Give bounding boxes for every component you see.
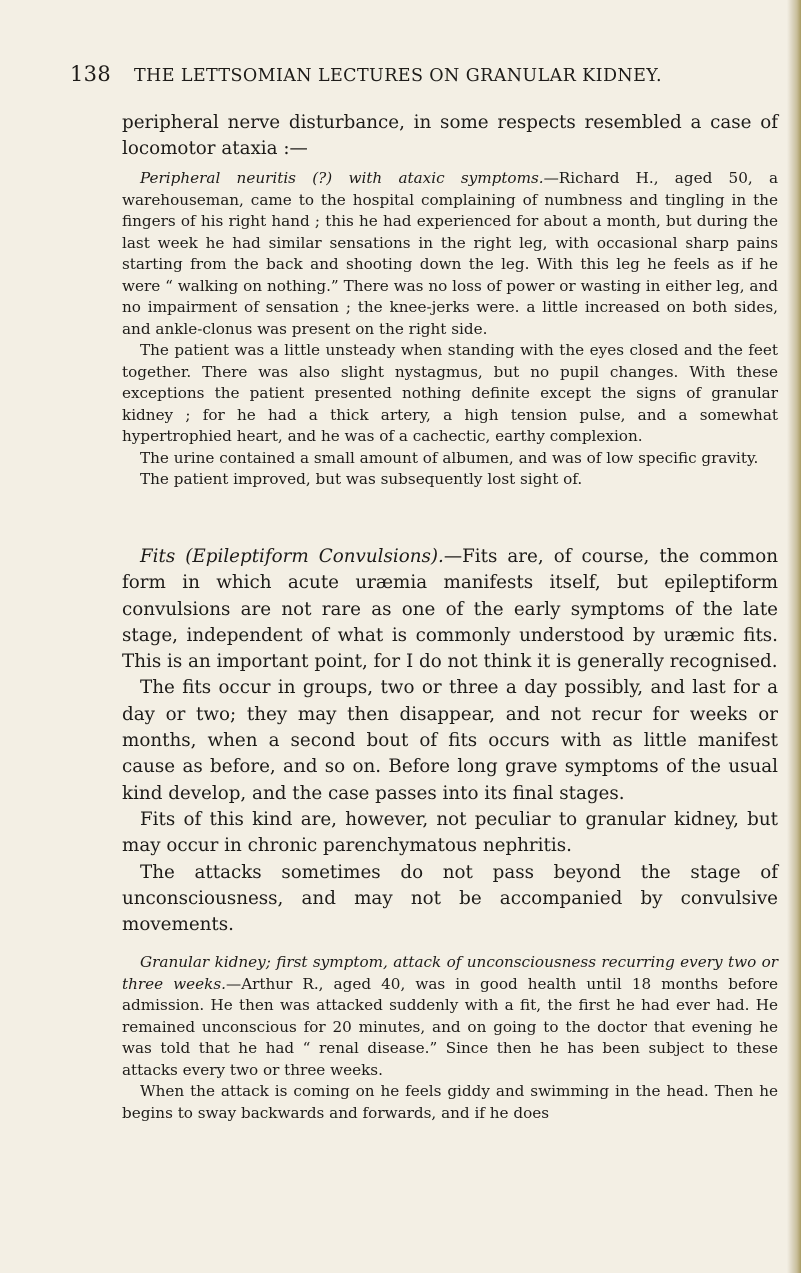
fits-paragraph-2: The fits occur in groups, two or three a day possibly, and last for a day or two; they may then disappear, and not recur for weeks or months, when a second bout of fits occurs with as little manifest cause as before, and so on. Before long grave symptoms of the usual kind develop, and the case passes into its final stages.	[122, 677, 778, 804]
case2-body: —Arthur R., aged 40, was in good health until 18 months before admission. He then was attacked suddenly with a fit, the first he had ever had. He remained unconscious for 20 minutes, and on going to the doctor that evening he was told that he had “ renal disease.” Since then he has been subject to these attacks every two or three weeks.	[122, 974, 779, 1079]
page-number: 138	[70, 62, 111, 86]
fits-body: —Fits are, of course, the common form in which acute uræmia manifests itself, but epileptiform convulsions are not rare as one of the early symptoms of the late stage, independent of what is commonly understood by uræmic fits. This is an important point, for I do not think it is generally recognised.	[122, 546, 778, 673]
case2-title: Granular kidney; first symptom, attack of unconsciousness recurring every two or three weeks.	[122, 953, 778, 993]
case1-paragraph-3: The urine contained a small amount of albumen, and was of low specific gravity.	[140, 448, 759, 467]
intro-block	[122, 110, 778, 163]
case1-paragraph-4: The patient improved, but was subsequently lost sight of.	[140, 470, 583, 488]
case-report-2	[122, 952, 778, 1124]
case1-title: Peripheral neuritis (?) with ataxic symptoms.	[140, 169, 544, 187]
case1-body: —Richard H., aged 50, a warehouseman, came to the hospital complaining of numbness and tingling in the fingers of his right hand ; this he had experienced for about a month, but during the last week he had similar sensations in the right leg, with occasional sharp pains starting from the back and shooting down the leg. With this leg he feels as if he were “ walking on nothing.” There was no loss of power or wasting in either leg, and no impairment of sensation ; the knee-jerks were. a little increased on both sides, and ankle-clonus was present on the right side.	[122, 169, 778, 338]
intro-paragraph: peripheral nerve disturbance, in some respects resembled a case of locomotor ataxia :—	[122, 112, 778, 160]
fits-paragraph-1	[122, 544, 778, 675]
running-title: THE LETTSOMIAN LECTURES ON GRANULAR KIDNEY.	[133, 66, 662, 86]
fits-section	[122, 544, 778, 938]
case2-paragraph	[122, 952, 778, 1081]
fits-title: Fits (Epileptiform Convulsions).	[140, 546, 444, 567]
fits-paragraph-4: The attacks sometimes do not pass beyond the stage of unconsciousness, and may not be accompanied by convulsive movements.	[122, 861, 778, 936]
page-edge	[787, 0, 801, 1273]
case1-paragraph	[122, 168, 778, 340]
running-header	[70, 62, 750, 86]
case1-paragraph-2: The patient was a little unsteady when standing with the eyes closed and the feet together. There was also slight nystagmus, but no pupil changes. With these exceptions the patient presented nothing definite except the signs of granular kidney ; for he had a thick artery, a high tension pulse, and a somewhat hypertrophied heart, and he was of a cachectic, earthy complexion.	[122, 341, 778, 445]
case2-paragraph-2: When the attack is coming on he feels giddy and swimming in the head. Then he begins to sway backwards and forwards, and if he does	[122, 1082, 778, 1122]
case-report-1	[122, 168, 778, 491]
fits-paragraph-3: Fits of this kind are, however, not peculiar to granular kidney, but may occur in chronic parenchymatous nephritis.	[122, 808, 778, 857]
